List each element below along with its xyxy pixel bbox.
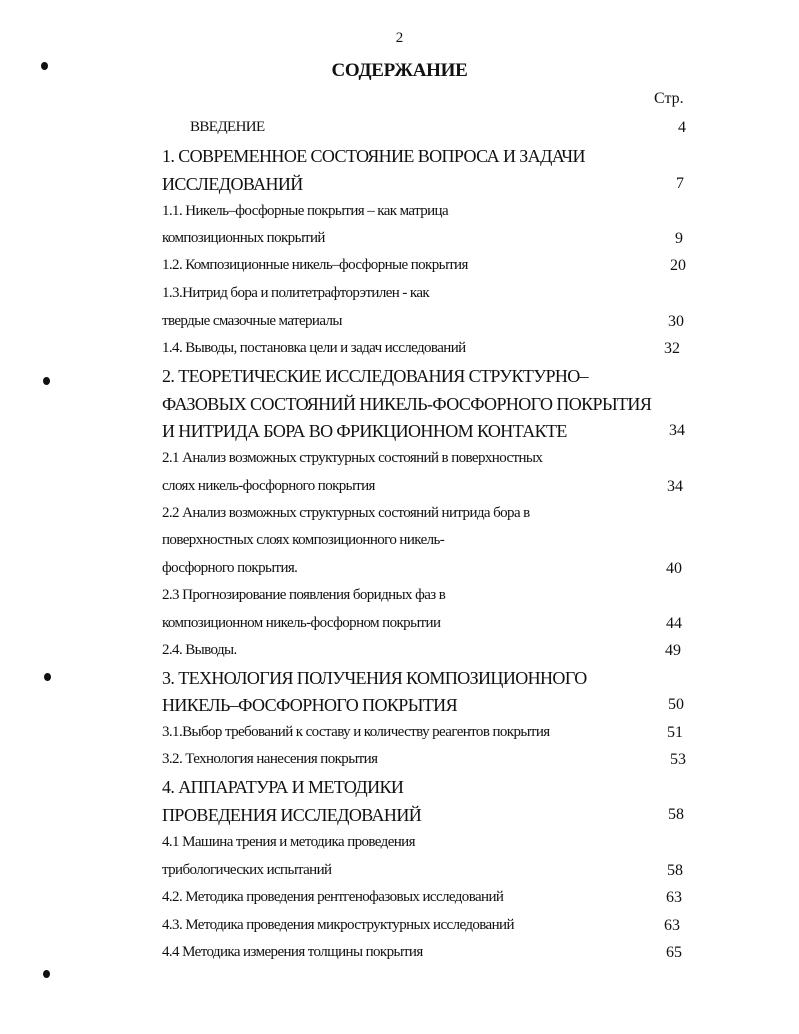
- binder-hole-mark: [44, 673, 51, 681]
- toc-entry-2-3-line-2: композиционном никель-фосфорном покрытии: [162, 615, 441, 631]
- toc-page-number: 30: [668, 313, 684, 330]
- toc-page-number: 40: [666, 560, 682, 577]
- toc-entry-1-1-line-2: композиционных покрытий: [162, 230, 325, 246]
- toc-entry-introduction: ВВЕДЕНИЕ: [190, 119, 265, 135]
- toc-entry-chapter-2-line-2: ФАЗОВЫХ СОСТОЯНИЙ НИКЕЛЬ-ФОСФОРНОГО ПОКРЫТИЯ: [162, 394, 652, 414]
- binder-hole-mark: [43, 377, 50, 385]
- toc-page-number: 51: [667, 724, 683, 741]
- toc-entry-chapter-3-line-1: 3. ТЕХНОЛОГИЯ ПОЛУЧЕНИЯ КОМПОЗИЦИОННОГО: [162, 668, 587, 688]
- binder-hole-mark: [43, 970, 50, 978]
- toc-entry-2-4: 2.4. Выводы.: [162, 642, 237, 658]
- toc-page-number: 49: [665, 642, 681, 659]
- page-title: СОДЕРЖАНИЕ: [331, 60, 468, 81]
- toc-page-number: 32: [664, 340, 680, 357]
- toc-entry-chapter-2-line-3: И НИТРИДА БОРА ВО ФРИКЦИОННОМ КОНТАКТЕ: [162, 421, 567, 441]
- toc-entry-3-2: 3.2. Технология нанесения покрытия: [162, 751, 378, 767]
- toc-entry-chapter-1-line-1: 1. СОВРЕМЕННОЕ СОСТОЯНИЕ ВОПРОСА И ЗАДАЧИ: [162, 146, 585, 166]
- toc-page-number: 65: [666, 944, 682, 961]
- toc-entry-2-2-line-2: поверхностных слоях композиционного никель-: [162, 532, 445, 548]
- toc-entry-1-2: 1.2. Композиционные никель–фосфорные покрытия: [162, 257, 468, 273]
- toc-entry-1-3-line-1: 1.3.Нитрид бора и политетрафторэтилен - как: [162, 285, 430, 301]
- toc-entry-chapter-4-line-2: ПРОВЕДЕНИЯ ИССЛЕДОВАНИЙ: [162, 805, 422, 825]
- toc-entry-4-3: 4.3. Методика проведения микроструктурных исследований: [162, 917, 514, 933]
- toc-entry-chapter-2-line-1: 2. ТЕОРЕТИЧЕСКИЕ ИССЛЕДОВАНИЯ СТРУКТУРНО–: [162, 366, 589, 386]
- toc-entry-2-1-line-1: 2.1 Анализ возможных структурных состояний в поверхностных: [162, 450, 543, 466]
- page-number: 2: [395, 30, 404, 46]
- toc-page-number: 4: [678, 119, 686, 136]
- page-column-label: Стр.: [654, 90, 684, 107]
- toc-entry-1-4: 1.4. Выводы, постановка цели и задач исследований: [162, 340, 466, 356]
- toc-page-number: 50: [668, 696, 684, 713]
- toc-entry-4-1-line-1: 4.1 Машина трения и методика проведения: [162, 834, 415, 850]
- toc-page-number: 9: [675, 230, 683, 247]
- toc-entry-chapter-1-line-2: ИССЛЕДОВАНИЙ: [162, 174, 303, 194]
- toc-entry-4-2: 4.2. Методика проведения рентгенофазовых исследований: [162, 889, 504, 905]
- toc-entry-4-4: 4.4 Методика измерения толщины покрытия: [162, 944, 423, 960]
- toc-entry-2-2-line-3: фосфорного покрытия.: [162, 560, 298, 576]
- toc-entry-2-3-line-1: 2.3 Прогнозирование появления боридных фаз в: [162, 587, 446, 603]
- toc-page-number: 58: [668, 806, 684, 823]
- toc-entry-2-1-line-2: слоях никель-фосфорного покрытия: [162, 478, 375, 494]
- toc-entry-1-3-line-2: твердые смазочные материалы: [162, 313, 342, 329]
- toc-entry-1-1-line-1: 1.1. Никель–фосфорные покрытия – как матрица: [162, 203, 449, 219]
- toc-page-number: 20: [670, 257, 686, 274]
- toc-page-number: 53: [670, 751, 686, 768]
- toc-entry-chapter-4-line-1: 4. АППАРАТУРА И МЕТОДИКИ: [162, 777, 404, 797]
- toc-page-number: 44: [666, 615, 682, 632]
- toc-page-number: 34: [669, 422, 685, 439]
- toc-page-number: 7: [676, 175, 684, 192]
- toc-entry-chapter-3-line-2: НИКЕЛЬ–ФОСФОРНОГО ПОКРЫТИЯ: [162, 695, 457, 715]
- toc-page-number: 63: [666, 889, 682, 906]
- toc-entry-4-1-line-2: трибологических испытаний: [162, 862, 332, 878]
- toc-entry-2-2-line-1: 2.2 Анализ возможных структурных состояний нитрида бора в: [162, 505, 530, 521]
- binder-hole-mark: [41, 62, 48, 70]
- toc-page-number: 58: [667, 862, 683, 879]
- toc-page-number: 34: [667, 478, 683, 495]
- toc-entry-3-1: 3.1.Выбор требований к составу и количеству реагентов покрытия: [162, 724, 550, 740]
- toc-page-number: 63: [664, 917, 680, 934]
